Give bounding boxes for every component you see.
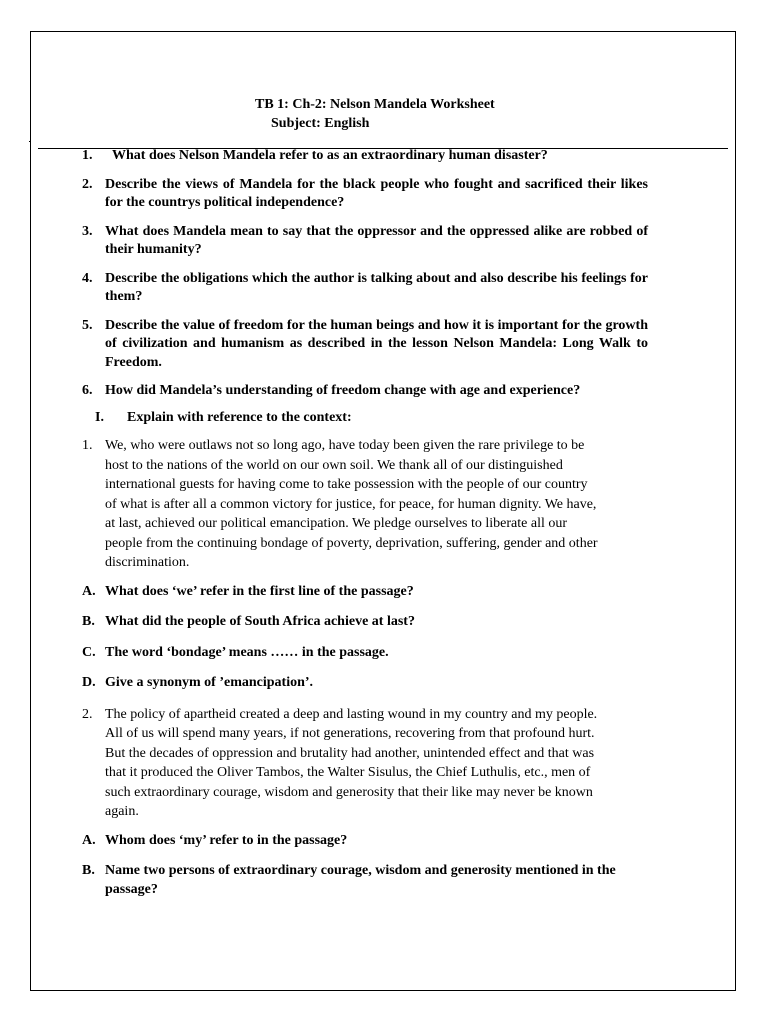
section-text: Explain with reference to the context: xyxy=(127,409,352,425)
subquestion-letter: B. xyxy=(82,614,95,629)
question-text: Describe the obligations which the author is talking about and also describe his feelings for them? xyxy=(105,270,648,304)
question-text: Describe the views of Mandela for the black people who fought and sacrificed their likes for the countrys political independence? xyxy=(105,176,648,210)
question-number: 1. xyxy=(82,148,93,163)
question-text: How did Mandela’s understanding of freedom change with age and experience? xyxy=(105,383,581,398)
question-number: 5. xyxy=(82,317,93,333)
passage-number: 1. xyxy=(82,438,93,453)
worksheet-content xyxy=(82,147,648,911)
question-number: 2. xyxy=(82,176,93,192)
passage-number: 2. xyxy=(82,706,93,722)
subquestion-letter: D. xyxy=(82,675,96,690)
passage-line: host to the nations of the world on our own soil. We thank all of our distinguished xyxy=(105,457,563,473)
subquestion-text: What does ‘we’ refer in the first line of the passage? xyxy=(105,583,414,599)
subquestion-letter: A. xyxy=(82,832,96,848)
passage-line: again. xyxy=(105,804,139,819)
passage-line: of what is after all a common victory for justice, for peace, for human dignity. We have, xyxy=(105,496,597,512)
question-item xyxy=(82,317,648,373)
passage-line: But the decades of oppression and brutality had another, unintended effect and that was xyxy=(105,745,595,761)
worksheet-subject: Subject: English xyxy=(271,116,370,131)
passage-line: that it produced the Oliver Tambos, the Walter Sisulus, the Chief Luthulis, etc., men of xyxy=(105,765,591,780)
subquestion-item xyxy=(82,674,648,693)
question-text: What does Mandela mean to say that the oppressor and the oppressed alike are robbed of their humanity? xyxy=(105,223,648,257)
subquestion-item xyxy=(82,583,648,602)
subquestion-text: The word ‘bondage’ means …… in the passage. xyxy=(105,644,389,660)
passage-1 xyxy=(82,436,648,573)
question-item xyxy=(82,382,648,401)
passage-line: people from the continuing bondage of poverty, deprivation, suffering, gender and other xyxy=(105,535,598,551)
subquestion-text: Name two persons of extraordinary courage, wisdom and generosity mentioned in the passage? xyxy=(105,863,616,897)
passage-line: All of us will spend many years, if not generations, recovering from that profound hurt. xyxy=(105,726,595,741)
subquestion-item xyxy=(82,644,648,663)
passage-line: The policy of apartheid created a deep and lasting wound in my country and my people. xyxy=(105,706,598,722)
question-text: Describe the value of freedom for the human beings and how it is important for the growth of civilization and humanism as described in the lesson Nelson Mandela: Long Walk to Freedom. xyxy=(105,317,648,370)
passage-line: at last, achieved our political emancipation. We pledge ourselves to liberate all our xyxy=(105,516,568,531)
passage-line: international guests for having come to take possession with the people of our country xyxy=(105,477,588,492)
margin-mark xyxy=(29,141,31,142)
question-number: 4. xyxy=(82,270,93,286)
subquestion-letter: C. xyxy=(82,644,96,660)
subquestion-item xyxy=(82,613,648,632)
passage-line: discrimination. xyxy=(105,555,190,570)
subquestion-text: Whom does ‘my’ refer to in the passage? xyxy=(105,832,348,848)
subquestion-item xyxy=(82,862,648,899)
question-item xyxy=(82,176,648,213)
subquestion-letter: B. xyxy=(82,863,95,878)
subquestion-text: Give a synonym of ’emancipation’. xyxy=(105,675,314,690)
question-text: What does Nelson Mandela refer to as an extraordinary human disaster? xyxy=(112,148,548,163)
subquestion-text: What did the people of South Africa achieve at last? xyxy=(105,614,415,629)
section-heading xyxy=(82,409,648,428)
worksheet-title: TB 1: Ch-2: Nelson Mandela Worksheet xyxy=(255,97,495,112)
question-item xyxy=(82,147,648,166)
section-number: I. xyxy=(95,409,104,425)
question-number: 6. xyxy=(82,383,93,398)
passage-line: such extraordinary courage, wisdom and generosity that their like may never be known xyxy=(105,784,593,800)
question-number: 3. xyxy=(82,223,93,239)
passage-line: We, who were outlaws not so long ago, have today been given the rare privilege to be xyxy=(105,438,585,453)
subquestion-letter: A. xyxy=(82,583,96,599)
question-item xyxy=(82,270,648,307)
subquestion-item xyxy=(82,832,648,851)
question-item xyxy=(82,223,648,260)
passage-2 xyxy=(82,705,648,822)
